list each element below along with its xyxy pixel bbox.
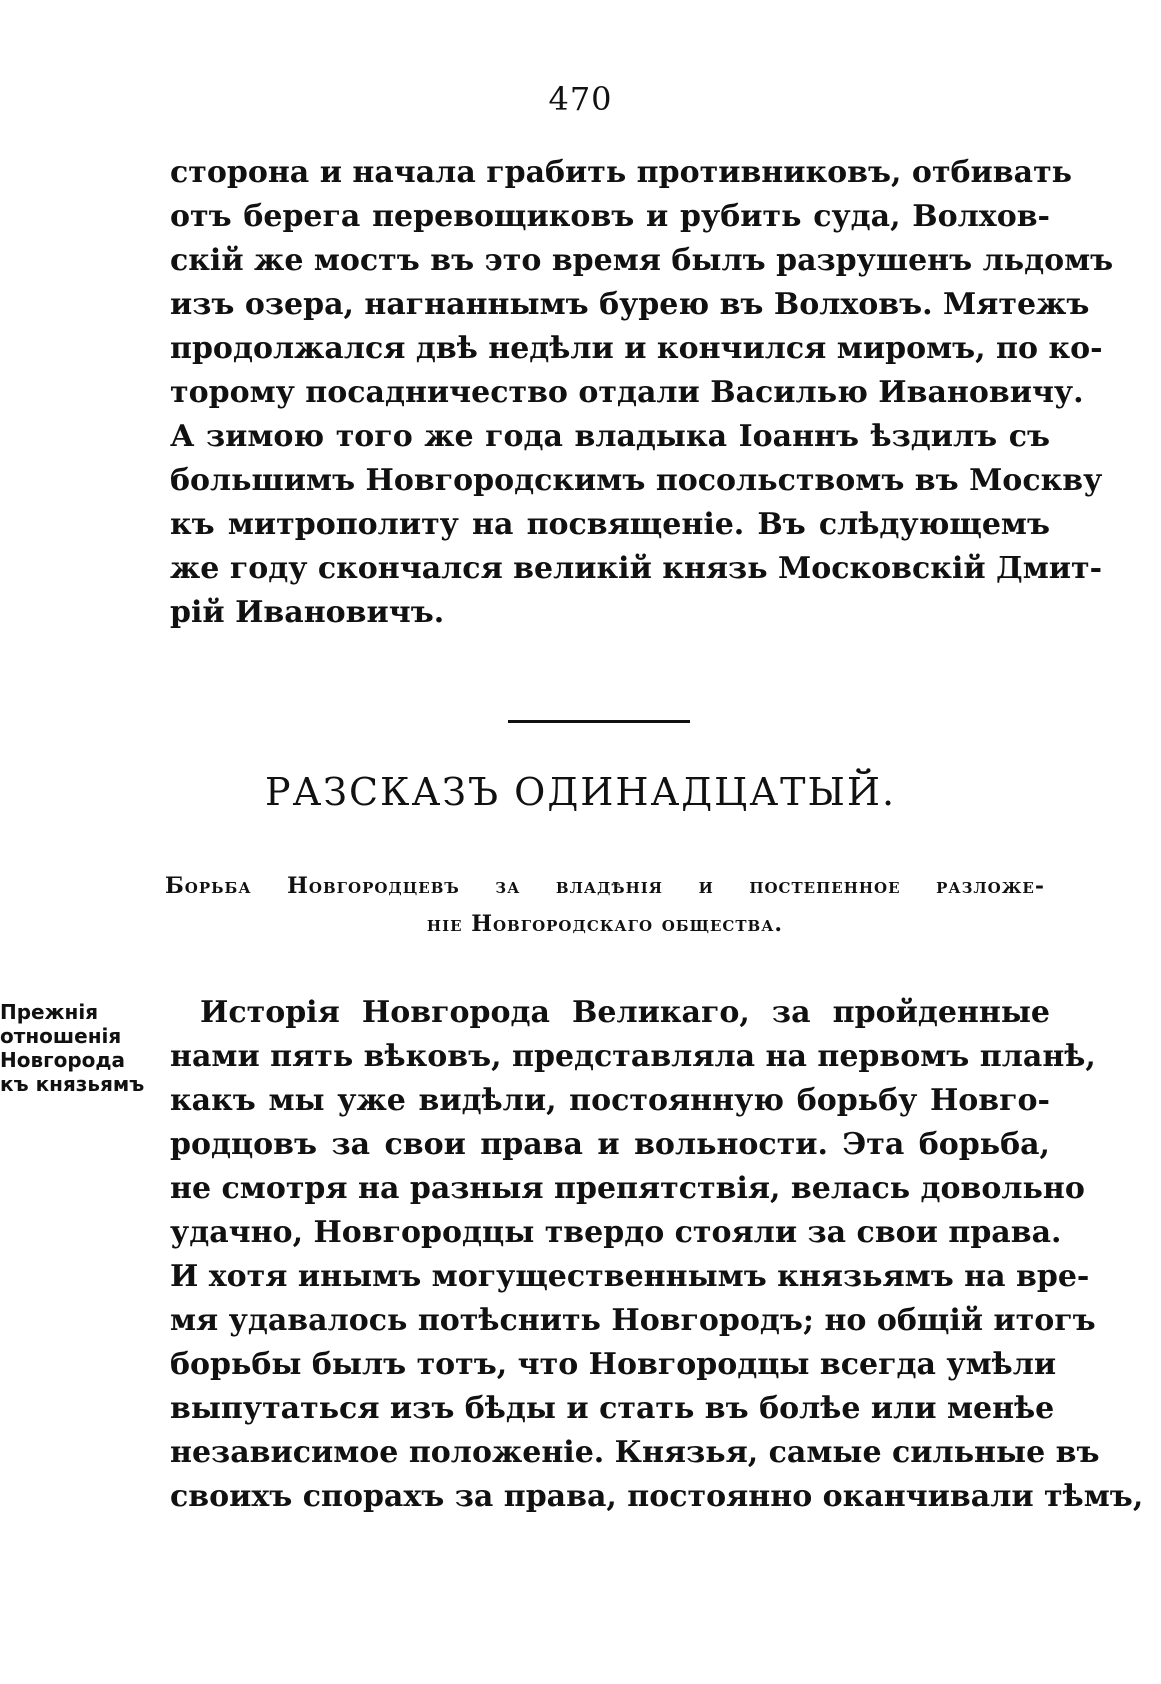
text-line: нами пять вѣковъ, представляла на первомъ планѣ, [170,1039,1096,1074]
text-line: выпутаться изъ бѣды и стать въ болѣе или менѣе [170,1391,1055,1426]
text-line: отъ берега перевощиковъ и рубить суда, Волхов- [170,199,1050,234]
text-line: Исторія Новгорода Великаго, за пройденные [200,995,1050,1030]
margin-note-line: къ князьямъ [0,1072,145,1096]
text-line: большимъ Новгородскимъ посольствомъ въ Москву [170,463,1103,498]
text-line: рій Ивановичъ. [170,595,445,630]
margin-note-line: Прежнія [0,1000,99,1024]
text-line: мя удавалось потѣснить Новгородъ; но общій итогъ [170,1303,1096,1338]
text-line: А зимою того же года владыка Іоаннъ ѣздилъ съ [170,419,1050,454]
section-divider [508,720,690,723]
text-line: торому посадничество отдали Василью Ивановичу. [170,375,1084,410]
text-line: И хотя инымъ могущественнымъ князьямъ на вре- [170,1259,1090,1294]
text-line: скій же мостъ въ это время былъ разрушенъ льдомъ [170,243,1114,278]
text-line: же году скончался великій князь Московскій Дмит- [170,551,1103,586]
text-line: сторона и начала грабить противниковъ, отбивать [170,155,1073,190]
chapter-subtitle-line2: ніе Новгородскаго общества. [426,911,784,937]
chapter-subtitle-line1: Борьба Новгородцевъ за владѣнія и постепенное разложе- [165,873,1045,899]
text-line: борьбы былъ тотъ, что Новгородцы всегда умѣли [170,1347,1057,1382]
text-line: изъ озера, нагнаннымъ бурею въ Волховъ. Мятежъ [170,287,1090,322]
text-line: какъ мы уже видѣли, постоянную борьбу Новго- [170,1083,1050,1118]
text-line: родцовъ за свои права и вольности. Эта борьба, [170,1127,1050,1162]
text-line: своихъ спорахъ за права, постоянно оканчивали тѣмъ, [170,1479,1144,1514]
chapter-title: РАЗСКАЗЪ ОДИНАДЦАТЫЙ. [264,770,897,814]
text-line: продолжался двѣ недѣли и кончился миромъ, по ко- [170,331,1103,366]
margin-note [0,1000,150,1096]
page-number: 470 [548,80,613,118]
text-line: не смотря на разныя препятствія, велась довольно [170,1171,1085,1206]
margin-note-line: Новгорода [0,1048,126,1072]
margin-note-line: отношенія [0,1024,122,1048]
text-line: независимое положеніе. Князья, самые сильные въ [170,1435,1100,1470]
text-line: къ митрополиту на посвященіе. Въ слѣдующемъ [170,507,1050,542]
text-line: удачно, Новгородцы твердо стояли за свои права. [170,1215,1062,1250]
